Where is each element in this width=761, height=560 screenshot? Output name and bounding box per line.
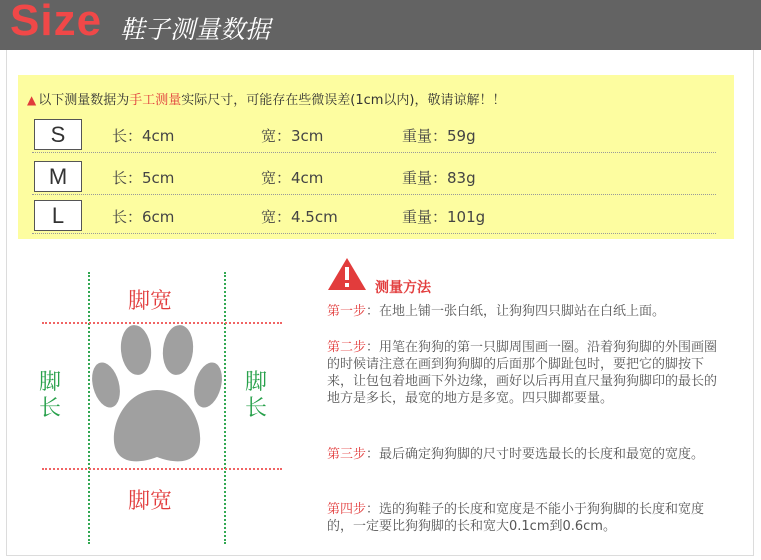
paw-print-icon: [88, 320, 226, 470]
size-row-s: [32, 116, 716, 153]
width-value: 宽：3cm: [261, 127, 324, 145]
page-title: 鞋子测量数据: [120, 15, 271, 44]
warning-icon: [327, 257, 367, 291]
weight-value: 重量：59g: [402, 127, 476, 145]
size-logo: Size: [10, 0, 103, 45]
length-value: 长：6cm: [112, 208, 175, 226]
length-value: 长：4cm: [112, 127, 175, 145]
method-title: 测量方法: [375, 280, 431, 296]
step-4: 第四步：选的狗鞋子的长度和宽度是不能小于狗狗脚的长度和宽度的，一定要比狗狗脚的长和宽大0.1cm到0.6cm。: [327, 502, 705, 534]
step-1: 第一步：在地上铺一张白纸，让狗狗四只脚站在白纸上面。: [327, 304, 666, 319]
size-row-m: [32, 158, 716, 195]
notice-highlight: 手工测量: [129, 93, 182, 108]
paw-measure-diagram: [30, 260, 320, 550]
width-label-top: 脚宽: [128, 289, 173, 314]
step-3: 第三步：最后确定狗狗脚的尺寸时要选最长的长度和最宽的宽度。: [327, 447, 705, 462]
notice-text: ▲ 以下测量数据为手工测量实际尺寸，可能存在些微误差(1cm以内)，敬请谅解！！: [27, 93, 506, 108]
weight-value: 重量：83g: [402, 169, 476, 187]
width-value: 宽：4.5cm: [261, 208, 338, 226]
step-2: 第二步：用笔在狗狗的第一只脚周围画一圈。沿着狗狗脚的外围画圈的时候请注意在画到狗狗脚的后面那个脚趾包时，要把它的脚按下来，让包包着地画下外边缘，画好以后再用直尺量狗狗脚印的最长的地方是多长，最宽的地方是多宽。四只脚都要量。: [327, 340, 718, 406]
width-label-bottom: 脚宽: [128, 489, 173, 514]
size-table-panel: [18, 75, 734, 239]
size-row-l: [32, 197, 716, 234]
width-value: 宽：4cm: [261, 169, 324, 187]
size-badge: L: [34, 200, 82, 231]
size-badge: M: [34, 161, 82, 192]
warning-triangle-icon: ▲: [27, 93, 37, 107]
length-value: 长：5cm: [112, 169, 175, 187]
weight-value: 重量：101g: [402, 208, 486, 226]
size-badge: S: [34, 119, 82, 150]
header-banner: [0, 0, 761, 50]
length-label-left: 脚 长: [38, 370, 61, 421]
length-label-right: 脚 长: [244, 370, 267, 421]
